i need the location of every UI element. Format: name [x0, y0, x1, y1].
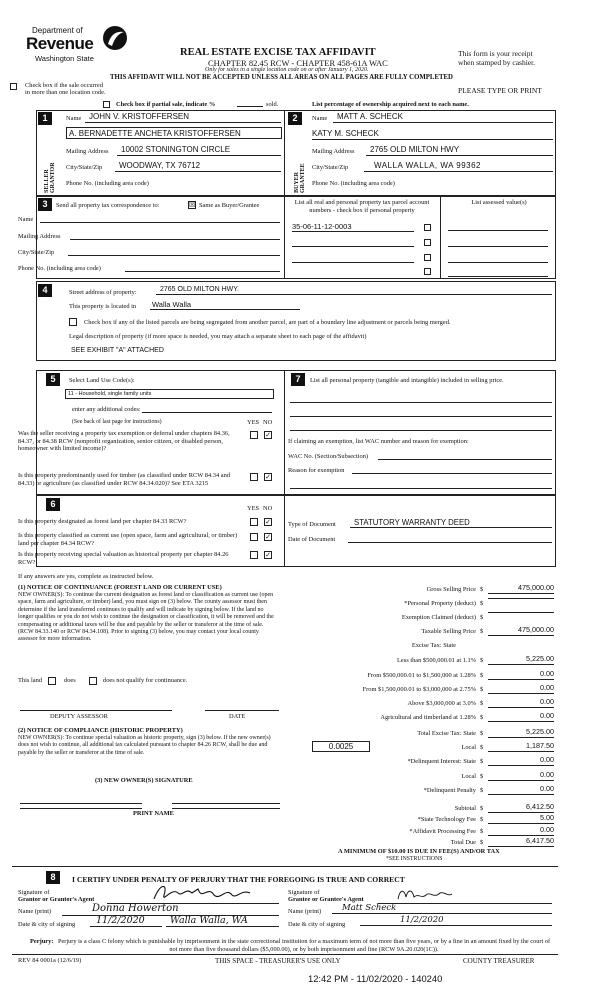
if-yes-label: If any answers are yes, complete as instructed below.	[18, 573, 154, 580]
dollar-sign: $	[480, 839, 484, 846]
grantee-date[interactable]: 11/2/2020	[360, 915, 552, 926]
please-type: PLEASE TYPE OR PRINT	[458, 86, 542, 95]
buyer-name-2[interactable]: KATY M. SCHECK	[312, 129, 553, 140]
sec6-q2-yes[interactable]	[250, 533, 258, 541]
grantor-sig-label-2: Grantor or Grantor's Agent	[18, 896, 95, 903]
dept-line-3: Washington State	[35, 54, 94, 63]
grantee-date-label: Date & city of signing	[288, 921, 346, 928]
seller-mailing[interactable]: 10002 STONINGTON CIRCLE	[117, 145, 281, 156]
seller-name[interactable]: JOHN V. KRISTOFFERSEN	[85, 112, 281, 123]
segregated-label: Check box if any of the listed parcels are being segregated from another parcel, are part of a boundary line adjustment or parcels being merged.	[84, 319, 451, 326]
deputy-assessor-label: DEPUTY ASSESSOR	[50, 713, 108, 720]
same-as-buyer-checkbox[interactable]: ☒	[189, 201, 196, 209]
section-4-number: 4	[38, 284, 52, 297]
sec5-no: NO	[263, 419, 273, 426]
see-back-label: (See back of last page for instructions)	[72, 419, 162, 425]
grantor-date-label: Date & city of signing	[18, 921, 76, 928]
min-note: A MINIMUM OF $10.00 IS DUE IN FEE(S) AND/OR TAX	[338, 848, 500, 855]
tax-value-tier3[interactable]: 0.00	[488, 684, 554, 694]
section-5-number: 5	[46, 373, 60, 386]
tax-label-tech-label: *State Technology Fee	[417, 816, 476, 823]
print-name-line-2[interactable]	[172, 808, 280, 809]
section-7-number: 7	[291, 373, 305, 386]
sec3-phone-label: Phone No. (including area code)	[18, 265, 101, 272]
dept-line-1: Department of	[32, 26, 83, 35]
dollar-sign: $	[480, 758, 484, 765]
tax-value-tier4[interactable]: 0.00	[488, 698, 554, 708]
notice-2-title: (2) NOTICE OF COMPLIANCE (HISTORIC PROPERTY)	[18, 727, 183, 734]
deputy-date-line[interactable]	[205, 710, 279, 711]
buyer-name[interactable]: MATT A. SCHECK	[333, 112, 553, 123]
buyer-side-label: BUYER GRANTEE	[294, 163, 306, 193]
date-note: Only for sales in a single location code on or after January 1, 2020.	[205, 67, 369, 73]
tax-label-gross-label: Gross Selling Price	[426, 586, 476, 593]
sec5-yes: YES	[247, 419, 260, 426]
seller-name-label: Name	[66, 115, 82, 122]
sec3-phone-field[interactable]	[125, 271, 280, 272]
sec3-name-label: Name	[18, 216, 34, 223]
dollar-sign: $	[480, 730, 484, 737]
sec6-q3: Is this property receiving special valuation as historical property per chapter 84.26 RCW?	[18, 551, 229, 566]
wac-field[interactable]	[378, 459, 552, 460]
sec7-title: List all personal property (tangible and intangible) included in selling price.	[310, 377, 504, 384]
revenue-logo-icon	[102, 24, 128, 52]
parcel-2[interactable]	[292, 246, 414, 247]
this-land-label: This land	[18, 677, 42, 684]
grantor-sig-label-1: Signature of	[18, 889, 50, 896]
sec6-q2-no[interactable]: ✓	[265, 533, 271, 541]
tax-label-proc-label: *Affidavit Processing Fee	[409, 828, 476, 835]
doc-date-label: Date of Document	[288, 536, 336, 543]
sec6-q1-yes[interactable]	[250, 518, 258, 526]
parcel-3[interactable]	[292, 262, 414, 263]
street-label: Street address of property:	[69, 289, 137, 296]
print-name-label: PRINT NAME	[133, 810, 174, 817]
tax-label-total-label: Total Due	[450, 839, 476, 846]
buyer-city[interactable]: WALLA WALLA, WA 99362	[364, 161, 553, 172]
notice-1-title: (1) NOTICE OF CONTINUANCE (FOREST LAND OR CURRENT USE)	[18, 584, 222, 591]
treasurer-space: THIS SPACE - TREASURER'S USE ONLY	[215, 957, 341, 965]
receipt-note-2: when stamped by cashier.	[458, 58, 536, 67]
partial-sale-label: Check box if partial sale, indicate %	[116, 101, 216, 108]
seller-name-2[interactable]: A. BERNADETTE ANCHETA KRISTOFFERSEN	[66, 127, 282, 139]
tax-value-taxable[interactable]: 475,000.00	[488, 626, 554, 636]
personal-property-line-1[interactable]	[290, 402, 552, 403]
dollar-sign: $	[480, 805, 484, 812]
located-value[interactable]: Walla Walla	[150, 300, 300, 310]
buyer-mailing-label: Mailing Address	[312, 148, 355, 155]
tax-value-del-int[interactable]: 0.00	[488, 756, 554, 766]
doc-type-label: Type of Document	[288, 521, 336, 528]
section-3-divider	[284, 196, 285, 279]
sec6-q3-yes[interactable]	[250, 551, 258, 559]
multi-location-checkbox[interactable]	[10, 83, 17, 90]
tax-label-ag-label: Agricultural and timberland at 1.28%	[380, 714, 476, 721]
tax-value-total[interactable]: 6,417.50	[488, 837, 554, 847]
grantor-date[interactable]: 11/2/2020	[90, 915, 162, 927]
see-instructions: *SEE INSTRUCTIONS	[386, 856, 443, 862]
sec3-city-label: City/State/Zip	[18, 249, 55, 256]
land-use-label: Select Land Use Code(s):	[69, 377, 135, 384]
tax-label-tier3-label: From $1,500,000.01 to $3,000,000 at 2.75%	[362, 686, 476, 693]
tax-value-total-state[interactable]: 5,225.00	[488, 728, 554, 738]
section-3-divider-2	[440, 196, 441, 279]
reason-field-2[interactable]	[290, 488, 552, 489]
dollar-sign: $	[480, 773, 484, 780]
sec5-q1: Was the seller receiving a property tax exemption or deferral under chapters 84.36, 84.37, or 84.38 RCW (nonprofit organization, senior citizen, or disabled person, homeowner with limited income)?	[18, 430, 230, 453]
parcel-2-checkbox[interactable]	[424, 239, 431, 246]
tax-value-tier2[interactable]: 0.00	[488, 670, 554, 680]
dollar-sign: $	[480, 714, 484, 721]
warning-line: THIS AFFIDAVIT WILL NOT BE ACCEPTED UNLESS ALL AREAS ON ALL PAGES ARE FULLY COMPLETED	[110, 74, 453, 81]
local-rate-box[interactable]: 0.0025	[312, 741, 370, 752]
tax-value-gross[interactable]: 475,000.00	[488, 584, 554, 594]
form-subtitle: CHAPTER 82.45 RCW - CHAPTER 458-61A WAC	[208, 58, 388, 68]
reason-label: Reason for exemption	[288, 467, 345, 474]
sec5-q1-yes[interactable]	[250, 431, 258, 439]
reason-field[interactable]	[352, 473, 552, 474]
grantee-sig-label-1: Signature of	[288, 889, 320, 896]
personal-property-line-2[interactable]	[290, 416, 552, 417]
section-8-number: 8	[46, 871, 60, 884]
send-correspondence-label: Send all property tax correspondence to:	[56, 202, 160, 209]
wac-label: WAC No. (Section/Subsection)	[288, 453, 369, 460]
dollar-sign: $	[480, 586, 484, 593]
tax-value-del-pen[interactable]: 0.00	[488, 785, 554, 795]
deputy-assessor-line[interactable]	[20, 710, 172, 711]
sec3-city-field[interactable]	[68, 255, 280, 256]
parcel-4-checkbox[interactable]	[424, 268, 431, 275]
buyer-name-label: Name	[312, 115, 328, 122]
county-treasurer: COUNTY TREASURER	[463, 957, 535, 965]
dollar-sign: $	[480, 672, 484, 679]
multi-loc-2: in more than one location code.	[25, 89, 106, 96]
doc-type-value[interactable]: STATUTORY WARRANTY DEED	[350, 518, 552, 528]
sec3-name-field[interactable]	[40, 222, 280, 223]
parcel-1[interactable]: 35-06-11-12-0003	[292, 222, 414, 232]
cashier-stamp: 12:42 PM - 11/02/2020 - 140240	[308, 973, 443, 984]
buyer-phone-label: Phone No. (including area code)	[312, 180, 395, 187]
tax-value-exemption[interactable]	[488, 612, 554, 613]
rev-number: REV 84 0001a (12/6/19)	[18, 957, 82, 964]
tax-label-subtotal-label: Subtotal	[454, 805, 476, 812]
parcel-3-checkbox[interactable]	[424, 254, 431, 261]
sec6-q1: Is this property designated as forest land per chapter 84.33 RCW?	[18, 518, 187, 525]
tax-value-tech[interactable]: 5.00	[488, 814, 554, 824]
buyer-mailing[interactable]: 2765 OLD MILTON HWY	[366, 145, 553, 156]
section-5-7-divider	[284, 370, 285, 495]
grantee-name-label: Name (print)	[288, 908, 322, 915]
legal-label: Legal description of property (if more space is needed, you may attach a separate sheet to each page of the affidavit)	[69, 333, 367, 340]
same-as-buyer-label: Same as Buyer/Grantee	[199, 202, 260, 209]
tax-label-del-int-label: *Delinquent Interest: State	[407, 758, 476, 765]
partial-pct-field[interactable]	[237, 106, 263, 107]
section-6-divider	[284, 495, 285, 567]
notice-3-title: (3) NEW OWNER(S) SIGNATURE	[95, 777, 193, 784]
tax-value-tier1[interactable]: 5,225.00	[488, 655, 554, 665]
assessed-3[interactable]	[448, 262, 548, 263]
seller-phone-label: Phone No. (including area code)	[66, 180, 149, 187]
grantee-signature	[394, 885, 454, 903]
segregated-checkbox[interactable]	[69, 318, 77, 326]
sec3-mailing-label: Mailing Address	[18, 233, 61, 240]
receipt-note-1: This form is your receipt	[458, 49, 533, 58]
tax-label-del-pen-label: *Delinquent Penalty	[423, 787, 476, 794]
tax-value-ag[interactable]: 0.00	[488, 712, 554, 722]
tax-label-local-label: Local	[461, 744, 476, 751]
new-owner-signature-line-1[interactable]	[20, 803, 142, 804]
tax-label-exemption-label: Exemption Claimed (deduct)	[401, 614, 476, 621]
grantor-city[interactable]: Walla Walla, WA	[166, 915, 279, 927]
dollar-sign: $	[480, 787, 484, 794]
footer-rule	[12, 954, 558, 955]
tax-label-local2-label: Local	[461, 773, 476, 780]
notice-2-text: NEW OWNER(S): To continue special valuation as historic property, sign (3) below. If the new owner(s) does not wish to continue, all additional tax calculated pursuant to chapter 84.26 RCW, shall be due and payable by the seller or transferor at the time of sale.	[18, 735, 271, 756]
sec6-no: NO	[263, 505, 273, 512]
section-1-number: 1	[38, 112, 52, 125]
seller-city-label: City/State/Zip	[66, 164, 103, 171]
tax-value-local2[interactable]: 0.00	[488, 771, 554, 781]
perjury-text: Perjury is a class C felony which is punishable by imprisonment in the state correctional institution for a maximum term of not more than five years, or by a fine in an amount fixed by the court of not more than five thousand dollars ($5,000.00), or by both imprisonment and fine (RCW 9A.20.020(1C)).	[57, 938, 551, 953]
parcel-1-checkbox[interactable]	[424, 224, 431, 231]
sec5-q2-no[interactable]: ✓	[265, 473, 271, 481]
sec6-q3-no[interactable]: ✓	[265, 551, 271, 559]
grantee-name[interactable]: Matt Scheck	[332, 903, 552, 914]
exemption-label: If claiming an exemption, list WAC number and reason for exemption:	[288, 438, 469, 445]
sec5-q2: Is this property predominantly used for timber (as classified under RCW 84.34 and 84.33) or agriculture (as classified under RCW 84.34.020)? See ETA 3215	[18, 472, 230, 487]
tax-value-local[interactable]: 1,187.50	[488, 742, 554, 752]
dollar-sign: $	[480, 628, 484, 635]
sec3-mailing-field[interactable]	[70, 239, 280, 240]
multi-loc-1: Check box if the sale occurred	[25, 82, 103, 89]
tax-value-subtotal[interactable]: 6,412.50	[488, 803, 554, 813]
does-label: does	[64, 677, 76, 684]
sec5-q1-no[interactable]: ✓	[265, 431, 271, 439]
tax-label-state-label: Excise Tax: State	[411, 642, 456, 649]
dollar-sign: $	[480, 828, 484, 835]
land-use-select[interactable]: 11 - Household, single family units	[65, 389, 274, 399]
located-label: This property is located in	[69, 303, 137, 310]
sec5-q2-yes[interactable]	[250, 473, 258, 481]
ownership-pct-label: List percentage of ownership acquired next to each name.	[312, 101, 469, 108]
grantor-name-label: Name (print)	[18, 908, 52, 915]
land-does-not-checkbox[interactable]	[89, 677, 97, 685]
perjury-label: Perjury:	[30, 938, 54, 945]
does-not-label: does not qualify for continuance.	[103, 677, 188, 684]
assessed-header: List assessed value(s)	[471, 199, 527, 206]
grantor-signature	[150, 881, 260, 905]
sold-label: sold.	[266, 101, 279, 108]
section-3-number: 3	[38, 198, 52, 211]
grantee-sig-label-2: Grantee or Grantee's Agent	[288, 896, 364, 903]
additional-codes-label: enter any additional codes:	[72, 406, 141, 413]
deputy-date-label: DATE	[229, 713, 246, 720]
dollar-sign: $	[480, 686, 484, 693]
form-title: REAL ESTATE EXCISE TAX AFFIDAVIT	[180, 47, 376, 58]
assessed-4[interactable]	[448, 276, 548, 277]
dollar-sign: $	[480, 600, 484, 607]
tax-label-total-state-label: Total Excise Tax: State	[417, 730, 476, 737]
seller-mailing-label: Mailing Address	[66, 148, 109, 155]
tax-label-tier2-label: From $500,000.01 to $1,500,000 at 1.28%	[367, 672, 476, 679]
print-name-line-1[interactable]	[20, 808, 142, 809]
sec6-yes: YES	[247, 505, 260, 512]
dollar-sign: $	[480, 816, 484, 823]
sec6-q1-no[interactable]: ✓	[265, 518, 271, 526]
section-divider	[284, 110, 285, 196]
personal-property-line-3[interactable]	[290, 430, 552, 431]
notice-1-text: NEW OWNER(S): To continue the current designation as forest land or classification as current use (open space, farm and agriculture, or timber) land, you must sign on (3) below. The county assessor must then determine if the land transferred continues to qualify and will indicate by signing below. If the land no longer qualifies or you do not wish to continue the designation or classification, it will be removed and the compensating or additional taxes will be due and payable by the seller or transferor at the time of sale. (RCW 84.33.140 or RCW 84.34.108). Prior to signing (3) below, you may contact your local county assessor for more information.	[18, 592, 274, 643]
dept-line-2: Revenue	[26, 34, 94, 53]
additional-codes-field[interactable]	[142, 412, 272, 413]
tax-label-taxable-label: Taxable Selling Price	[421, 628, 476, 635]
doc-date-field[interactable]	[348, 542, 552, 543]
certify-line: I CERTIFY UNDER PENALTY OF PERJURY THAT THE FOREGOING IS TRUE AND CORRECT	[72, 875, 405, 884]
land-does-checkbox[interactable]	[48, 677, 56, 685]
revenue-logo	[10, 22, 130, 66]
section-8-top-rule	[12, 866, 558, 867]
tax-label-personal-label: *Personal Property (deduct)	[404, 600, 476, 607]
new-owner-signature-line-2[interactable]	[172, 803, 280, 804]
seller-city[interactable]: WOODWAY, TX 76712	[115, 161, 281, 172]
assessed-1[interactable]	[448, 230, 548, 231]
partial-sale-checkbox[interactable]	[103, 101, 110, 108]
sec6-q2: Is this property classified as current use (open space, farm and agricultural, or timber) land per chapter 84.34 RCW?	[18, 532, 238, 547]
legal-value[interactable]: SEE EXHIBIT "A" ATTACHED	[71, 347, 164, 354]
tax-label-tier1-label: Less than $500,000.01 at 1.1%	[397, 657, 476, 664]
tax-value-personal[interactable]	[488, 598, 554, 599]
dollar-sign: $	[480, 744, 484, 751]
parcel-header: List all real and personal property tax parcel account numbers - check box if personal property	[294, 199, 430, 214]
street-value[interactable]: 2765 OLD MILTON HWY.	[156, 286, 552, 295]
section-6-number: 6	[46, 498, 60, 511]
grantor-name[interactable]: Donna Howerton	[62, 903, 279, 916]
tax-value-proc[interactable]: 0.00	[488, 826, 554, 836]
seller-side-label: SELLER GRANTOR	[44, 162, 56, 193]
buyer-city-label: City/State/Zip	[312, 164, 349, 171]
tax-label-tier4-label: Above $3,000,000 at 3.0%	[407, 700, 476, 707]
assessed-2[interactable]	[448, 246, 548, 247]
dollar-sign: $	[480, 614, 484, 621]
section-2-number: 2	[288, 112, 302, 125]
dollar-sign: $	[480, 700, 484, 707]
dollar-sign: $	[480, 657, 484, 664]
